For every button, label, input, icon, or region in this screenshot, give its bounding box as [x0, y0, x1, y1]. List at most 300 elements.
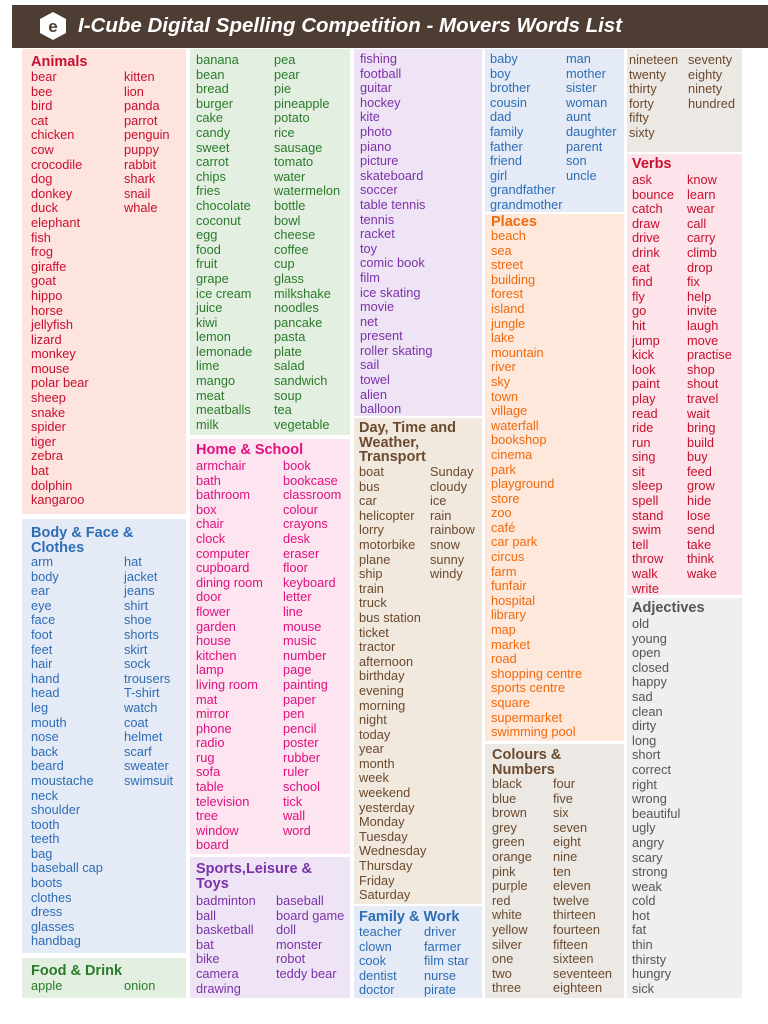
word-item: teeth: [31, 831, 60, 847]
word-item: kangaroo: [31, 492, 85, 508]
word-item: ninety: [688, 81, 723, 97]
word-item: think: [687, 551, 715, 567]
word-item: clock: [196, 530, 226, 546]
word-list: [688, 53, 735, 111]
word-item: tree: [196, 808, 219, 824]
word-item: shoe: [124, 612, 152, 628]
word-item: five: [553, 790, 573, 806]
word-item: onion: [124, 978, 156, 993]
word-item: meatballs: [196, 402, 251, 418]
word-item: bike: [196, 951, 220, 967]
word-item: find: [632, 274, 653, 290]
word-item: eleven: [553, 878, 591, 894]
word-item: fly: [632, 288, 645, 304]
word-item: letter: [283, 589, 312, 605]
word-item: eraser: [283, 545, 320, 561]
word-item: sofa: [196, 764, 221, 780]
word-item: street: [491, 257, 524, 273]
section-animals: [22, 49, 186, 514]
word-list: [124, 979, 155, 994]
word-item: Wednesday: [359, 843, 427, 859]
word-item: roller skating: [360, 342, 433, 358]
word-item: ugly: [632, 820, 656, 836]
word-item: soup: [274, 387, 302, 403]
word-item: helicopter: [359, 507, 415, 523]
word-item: wrong: [632, 791, 667, 807]
word-item: head: [31, 685, 60, 701]
word-item: goat: [31, 273, 56, 289]
word-item: hundred: [688, 95, 735, 111]
section-title: Animals: [31, 54, 88, 70]
section-places: [485, 214, 624, 741]
word-item: board: [196, 837, 229, 853]
section-title: Food & Drink: [31, 963, 123, 979]
word-item: family: [490, 123, 524, 139]
word-item: aunt: [566, 109, 591, 125]
word-item: table: [196, 779, 224, 795]
word-item: lemonade: [196, 343, 253, 359]
word-item: horse: [31, 302, 64, 318]
word-item: alien: [360, 386, 388, 402]
word-item: sing: [632, 449, 656, 465]
word-item: zoo: [491, 505, 512, 521]
word-item: write: [632, 580, 660, 595]
word-item: grow: [687, 478, 715, 494]
word-item: learn: [687, 186, 716, 202]
word-item: catch: [632, 201, 663, 217]
word-item: sister: [566, 80, 597, 96]
word-item: glass: [274, 270, 304, 286]
word-item: feet: [31, 641, 53, 657]
word-item: word: [283, 822, 311, 838]
word-list: [31, 555, 103, 949]
word-item: moustache: [31, 772, 94, 788]
word-item: fishing: [360, 51, 397, 66]
word-item: dining room: [196, 574, 263, 590]
word-item: food: [196, 241, 221, 257]
word-item: thirteen: [553, 907, 596, 923]
word-item: boots: [31, 875, 63, 891]
word-item: soccer: [360, 182, 398, 198]
word-item: eighteen: [553, 980, 603, 996]
word-item: night: [359, 712, 387, 728]
word-item: present: [360, 328, 403, 344]
word-item: lose: [687, 507, 711, 523]
word-item: apple: [31, 978, 63, 993]
word-item: birthday: [359, 668, 405, 684]
word-item: drop: [687, 259, 713, 275]
section-home-school: [190, 439, 350, 854]
word-item: laugh: [687, 317, 719, 333]
word-item: fifty: [629, 110, 649, 126]
word-item: cook: [359, 953, 387, 969]
word-item: Friday: [359, 872, 395, 888]
word-item: lime: [196, 358, 220, 374]
word-item: son: [566, 153, 587, 169]
word-item: badminton: [196, 893, 256, 908]
word-item: jacket: [124, 568, 158, 584]
word-item: banana: [196, 52, 239, 67]
word-item: twenty: [629, 66, 666, 82]
word-item: back: [31, 743, 59, 759]
word-item: kick: [632, 347, 655, 363]
word-item: forty: [629, 95, 654, 111]
word-item: shirt: [124, 597, 149, 613]
word-item: eat: [632, 259, 650, 275]
word-item: car park: [491, 534, 538, 550]
word-item: read: [632, 405, 658, 421]
word-item: basketball: [196, 922, 254, 938]
word-item: waterfall: [491, 417, 539, 433]
logo-letter: e: [48, 17, 58, 36]
word-item: sunny: [430, 551, 465, 567]
word-item: carrot: [196, 154, 229, 170]
word-item: ice: [430, 493, 447, 509]
word-item: snail: [124, 185, 151, 201]
word-item: lamp: [196, 662, 224, 678]
word-item: sock: [124, 656, 151, 672]
word-item: daughter: [566, 123, 617, 139]
word-item: meat: [196, 387, 225, 403]
word-item: dog: [31, 171, 53, 187]
word-item: young: [632, 630, 667, 646]
word-item: black: [492, 776, 522, 791]
word-item: nurse: [424, 967, 457, 983]
word-item: egg: [196, 227, 218, 243]
word-item: mountain: [491, 344, 544, 360]
word-item: tooth: [31, 816, 60, 832]
word-item: skateboard: [360, 167, 424, 183]
word-item: foot: [31, 626, 53, 642]
word-item: red: [492, 892, 511, 908]
word-list: [359, 925, 402, 998]
word-item: sandwich: [274, 373, 328, 389]
word-item: sports centre: [491, 680, 565, 696]
word-item: buy: [687, 449, 708, 465]
word-item: burger: [196, 95, 233, 111]
word-item: film star: [424, 953, 469, 969]
word-item: swim: [632, 522, 662, 538]
word-item: dolphin: [31, 477, 73, 493]
word-item: village: [491, 403, 528, 419]
word-item: car: [359, 493, 377, 509]
section-verbs: [627, 154, 742, 595]
word-item: skirt: [124, 641, 148, 657]
word-item: football: [360, 65, 402, 81]
word-item: truck: [359, 595, 387, 611]
word-item: take: [687, 536, 712, 552]
word-item: hippo: [31, 287, 63, 303]
word-item: monster: [276, 936, 323, 952]
word-item: polar bear: [31, 375, 89, 391]
word-item: puppy: [124, 141, 159, 157]
word-item: mouth: [31, 714, 67, 730]
word-item: stand: [632, 507, 664, 523]
section-food-drink: [22, 958, 186, 998]
word-item: panda: [124, 98, 160, 114]
word-item: bean: [196, 66, 225, 82]
word-item: café: [491, 519, 516, 535]
word-item: ten: [553, 863, 571, 879]
word-item: pear: [274, 66, 300, 82]
word-item: kiwi: [196, 314, 218, 330]
word-list: [632, 617, 680, 996]
word-item: spell: [632, 493, 659, 509]
word-item: supermarket: [491, 709, 563, 725]
word-item: house: [196, 633, 231, 649]
word-item: hockey: [360, 94, 401, 110]
word-item: invite: [687, 303, 717, 319]
word-item: Monday: [359, 814, 405, 830]
word-item: ship: [359, 566, 383, 582]
word-item: nose: [31, 729, 59, 745]
word-item: river: [491, 359, 516, 375]
word-item: frog: [31, 244, 54, 260]
word-item: nine: [553, 848, 578, 864]
word-item: snow: [430, 536, 460, 552]
word-item: fruit: [196, 256, 218, 272]
word-item: towel: [360, 372, 390, 388]
word-item: beard: [31, 758, 64, 774]
word-item: bath: [196, 472, 221, 488]
word-item: cloudy: [430, 478, 467, 494]
word-item: arm: [31, 554, 54, 569]
word-item: drink: [632, 244, 660, 260]
word-item: milkshake: [274, 285, 331, 301]
word-item: evening: [359, 682, 404, 698]
word-item: television: [196, 793, 250, 809]
word-item: sausage: [274, 139, 323, 155]
word-item: doctor: [359, 982, 395, 998]
word-item: old: [632, 616, 650, 631]
word-item: robot: [276, 951, 306, 967]
word-item: brother: [490, 80, 531, 96]
word-item: rabbit: [124, 156, 157, 172]
word-item: dad: [490, 109, 512, 125]
word-item: bus station: [359, 609, 421, 625]
word-item: mango: [196, 373, 236, 389]
word-item: milk: [196, 416, 219, 432]
word-list: [430, 465, 475, 582]
word-item: feed: [687, 463, 712, 479]
word-item: school: [283, 779, 320, 795]
word-item: coffee: [274, 241, 309, 257]
word-item: Saturday: [359, 887, 411, 903]
word-item: teacher: [359, 924, 402, 939]
word-item: know: [687, 172, 717, 187]
word-item: fix: [687, 274, 700, 290]
word-item: shop: [687, 361, 715, 377]
word-item: farm: [491, 563, 517, 579]
word-item: go: [632, 303, 647, 319]
word-item: orange: [492, 848, 532, 864]
word-list: [553, 777, 612, 996]
word-item: yesterday: [359, 799, 415, 815]
word-item: rice: [274, 124, 295, 140]
word-item: walk: [632, 566, 658, 582]
word-item: tick: [283, 793, 303, 809]
word-item: fish: [31, 229, 51, 245]
word-item: fifteen: [553, 936, 588, 952]
word-list: [492, 777, 532, 996]
word-item: kitten: [124, 69, 155, 84]
word-item: white: [492, 907, 522, 923]
word-item: draw: [632, 215, 660, 231]
word-list: [360, 52, 433, 416]
word-list: [276, 894, 344, 982]
word-item: hair: [31, 656, 53, 672]
word-item: living room: [196, 676, 258, 692]
word-item: plate: [274, 343, 302, 359]
word-item: glasses: [31, 918, 75, 934]
word-item: music: [283, 633, 317, 649]
word-item: call: [687, 215, 707, 231]
word-item: map: [491, 622, 516, 638]
word-item: six: [553, 805, 569, 821]
word-item: hit: [632, 317, 646, 333]
word-list: [283, 459, 341, 838]
section-title: Adjectives: [632, 600, 705, 616]
word-item: shout: [687, 376, 719, 392]
section-body-face-clothes: [22, 519, 186, 953]
word-item: wake: [687, 566, 717, 582]
word-item: sad: [632, 688, 653, 704]
word-list: [196, 894, 256, 996]
word-item: ride: [632, 420, 654, 436]
word-item: motorbike: [359, 536, 416, 552]
word-item: bee: [31, 83, 53, 99]
word-item: bear: [31, 69, 57, 84]
word-item: eight: [553, 834, 581, 850]
word-item: right: [632, 776, 657, 792]
word-item: pancake: [274, 314, 323, 330]
word-item: mouse: [31, 360, 70, 376]
word-item: seven: [553, 819, 588, 835]
word-item: mouse: [283, 618, 322, 634]
word-item: movie: [360, 299, 395, 315]
word-item: sweater: [124, 758, 169, 774]
word-item: ruler: [283, 764, 309, 780]
word-item: picture: [360, 153, 399, 169]
section-food: [190, 49, 350, 435]
word-item: lizard: [31, 331, 62, 347]
word-item: closed: [632, 659, 669, 675]
word-item: park: [491, 461, 516, 477]
word-item: computer: [196, 545, 250, 561]
word-item: happy: [632, 674, 667, 690]
word-item: sick: [632, 980, 655, 996]
word-item: weak: [632, 878, 662, 894]
header-bar: [12, 5, 768, 48]
word-item: one: [492, 951, 514, 967]
word-item: four: [553, 776, 576, 791]
word-item: hungry: [632, 966, 672, 982]
word-item: jellyfish: [31, 317, 73, 333]
word-item: tennis: [360, 211, 395, 227]
word-item: thirty: [629, 81, 657, 97]
word-item: window: [196, 822, 239, 838]
word-item: cold: [632, 893, 656, 909]
word-item: train: [359, 580, 384, 596]
word-item: shopping centre: [491, 665, 583, 681]
word-item: send: [687, 522, 715, 538]
word-item: today: [359, 726, 391, 742]
word-item: piano: [360, 138, 392, 154]
word-item: bread: [196, 81, 229, 97]
word-item: paint: [632, 376, 660, 392]
word-item: scary: [632, 849, 663, 865]
word-item: pasta: [274, 329, 306, 345]
word-item: shoulder: [31, 802, 81, 818]
word-item: potato: [274, 110, 310, 126]
word-item: painting: [283, 676, 328, 692]
word-item: swimsuit: [124, 772, 174, 788]
word-item: help: [687, 288, 712, 304]
word-item: paper: [283, 691, 316, 707]
word-item: lemon: [196, 329, 231, 345]
word-item: eighty: [688, 66, 723, 82]
word-item: cinema: [491, 446, 533, 462]
word-item: jump: [632, 332, 660, 348]
section-title: Body & Face & Clothes: [31, 525, 134, 556]
word-item: noodles: [274, 300, 319, 316]
word-item: cow: [31, 141, 54, 157]
word-item: plane: [359, 551, 391, 567]
word-list: [31, 979, 62, 994]
section-family-work: [354, 906, 482, 998]
word-item: film: [360, 269, 380, 285]
word-item: elephant: [31, 214, 81, 230]
word-item: ticket: [359, 624, 389, 640]
word-item: sweet: [196, 139, 230, 155]
section-family: [485, 49, 624, 212]
word-item: phone: [196, 720, 232, 736]
word-item: tractor: [359, 639, 396, 655]
word-item: climb: [687, 244, 717, 260]
word-list: [196, 459, 263, 853]
word-item: guitar: [360, 80, 393, 96]
word-item: brown: [492, 805, 527, 821]
word-item: island: [491, 300, 525, 316]
word-item: short: [632, 747, 661, 763]
word-item: Tuesday: [359, 828, 408, 844]
word-item: camera: [196, 965, 239, 981]
word-item: dress: [31, 904, 63, 920]
word-item: radio: [196, 735, 225, 751]
word-item: move: [687, 332, 719, 348]
word-item: rubber: [283, 749, 320, 765]
section-title: Home & School: [196, 442, 304, 458]
word-item: duck: [31, 200, 59, 216]
word-item: bookcase: [283, 472, 338, 488]
word-item: look: [632, 361, 656, 377]
word-item: table tennis: [360, 196, 426, 212]
word-item: baby: [490, 51, 518, 66]
word-item: windy: [430, 566, 463, 582]
word-item: practise: [687, 347, 732, 363]
section-title: Family & Work: [359, 909, 460, 925]
word-item: cupboard: [196, 560, 250, 576]
word-item: hot: [632, 907, 650, 923]
word-item: sixty: [629, 124, 655, 140]
word-item: pink: [492, 863, 516, 879]
word-item: shorts: [124, 626, 159, 642]
word-item: green: [492, 834, 525, 850]
word-item: trousers: [124, 670, 171, 686]
word-item: twelve: [553, 892, 590, 908]
word-item: building: [491, 271, 536, 287]
word-item: shark: [124, 171, 156, 187]
